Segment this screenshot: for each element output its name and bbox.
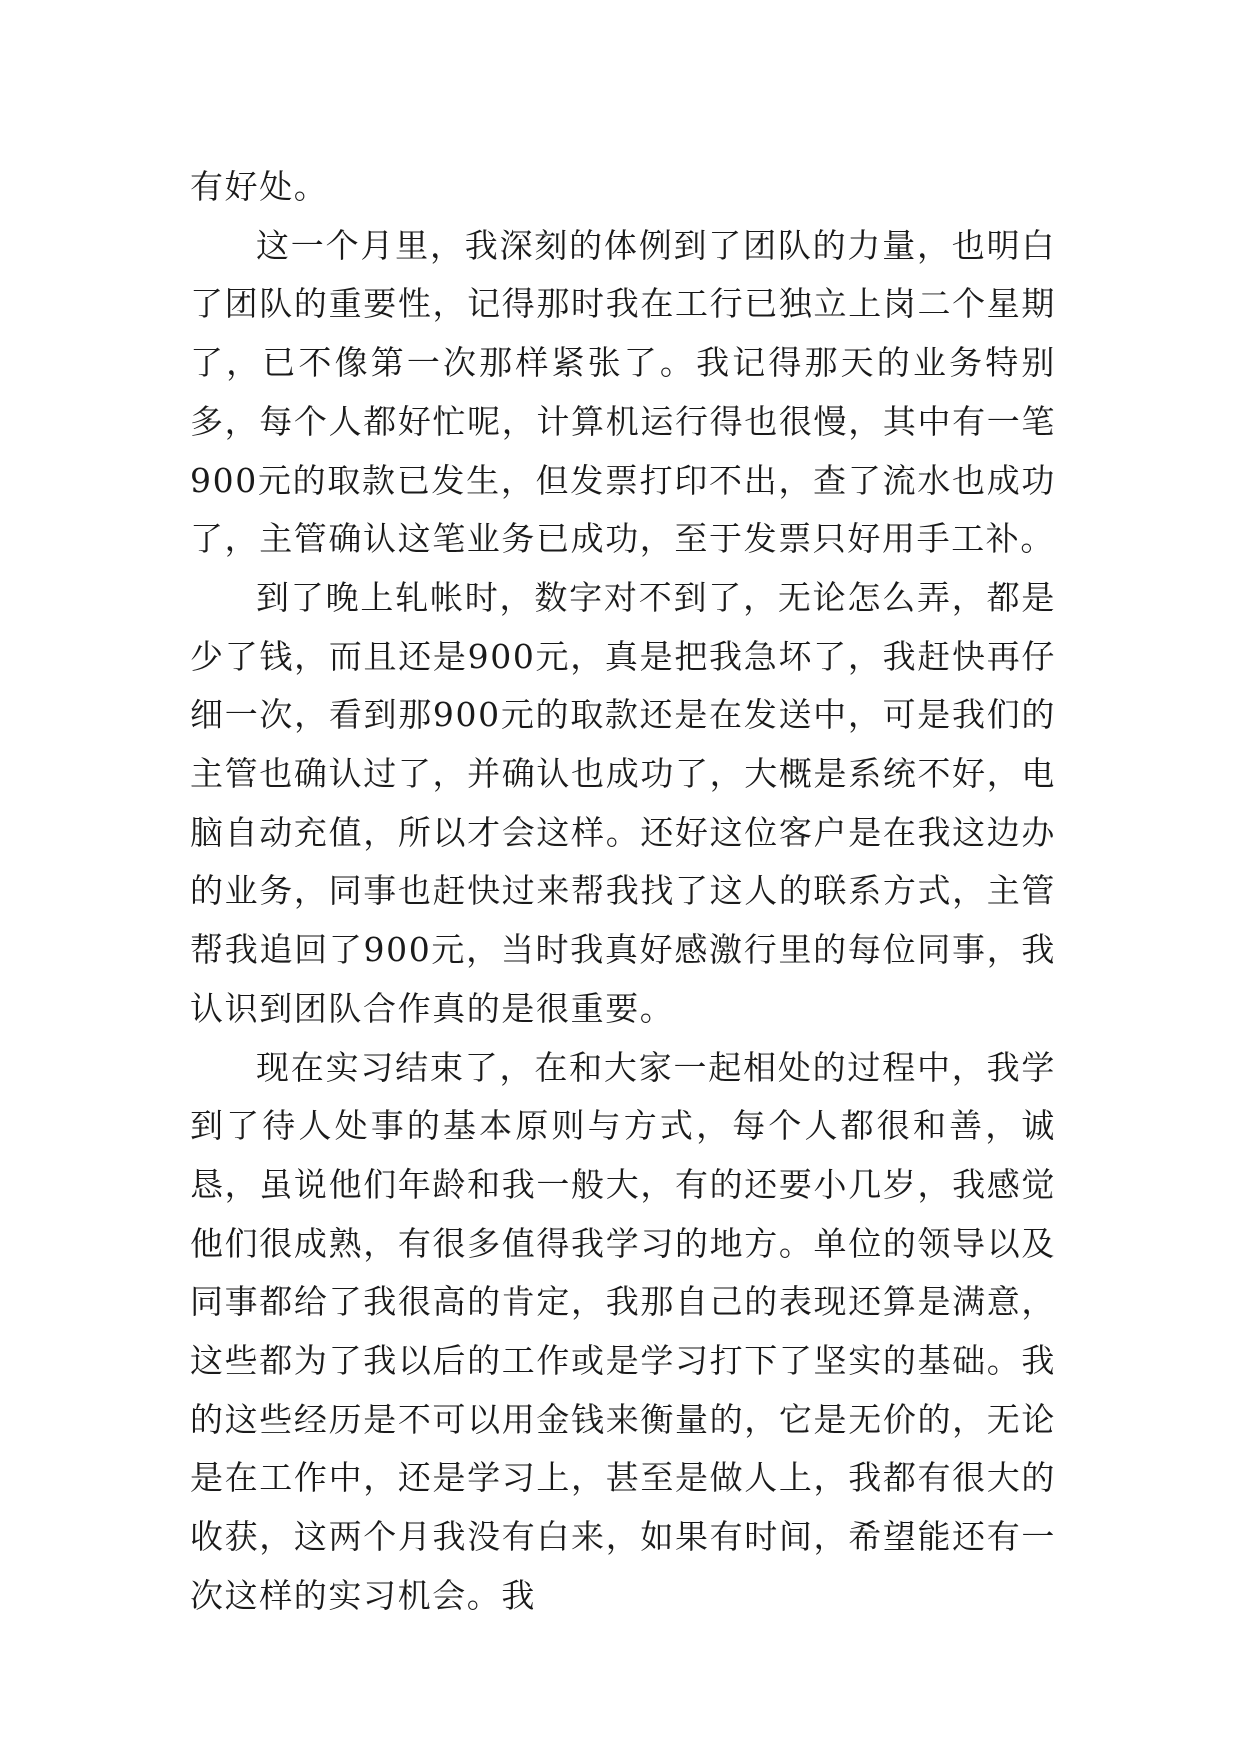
paragraph-continuation: 有好处。 [190, 167, 329, 206]
paragraph-internship-end: 现在实习结束了，在和大家一起相处的过程中，我学到了待人处事的基本原则与方式，每个人都很和善，诚恳，虽说他们年龄和我一般大，有的还要小几岁，我感觉他们很成熟，有很多值得我学习的地方。单位的领导以及同事都给了我很高的肯定，我那自己的表现还算是满意，这些都为了我以后的工作或是学习打下了坚实的基础。我的这些经历是不可以用金钱来衡量的，它是无价的，无论是在工作中，还是学习上，甚至是做人上，我都有很大的收获，这两个月我没有白来，如果有时间，希望能还有一次这样的实习机会。我 [190, 1047, 1056, 1615]
paragraph-evening-accounts: 到了晚上轧帐时，数字对不到了，无论怎么弄，都是少了钱，而且还是900元，真是把我急坏了，我赶快再仔细一次，看到那900元的取款还是在发送中，可是我们的主管也确认过了，并确认也成功了，大概是系统不好，电脑自动充值，所以才会这样。还好这位客户是在我这边办的业务，同事也赶快过来帮我找了这人的联系方式，主管帮我追回了900元，当时我真好感激行里的每位同事，我认识到团队合作真的是很重要。 [190, 577, 1056, 1028]
document-body [190, 158, 1056, 1626]
paragraph-team-strength: 这一个月里，我深刻的体例到了团队的力量，也明白了团队的重要性，记得那时我在工行已独立上岗二个星期了，已不像第一次那样紧张了。我记得那天的业务特别多，每个人都好忙呢，计算机运行得也很慢，其中有一笔900元的取款已发生，但发票打印不出，查了流水也成功了，主管确认这笔业务已成功，至于发票只好用手工补。 [190, 225, 1056, 559]
